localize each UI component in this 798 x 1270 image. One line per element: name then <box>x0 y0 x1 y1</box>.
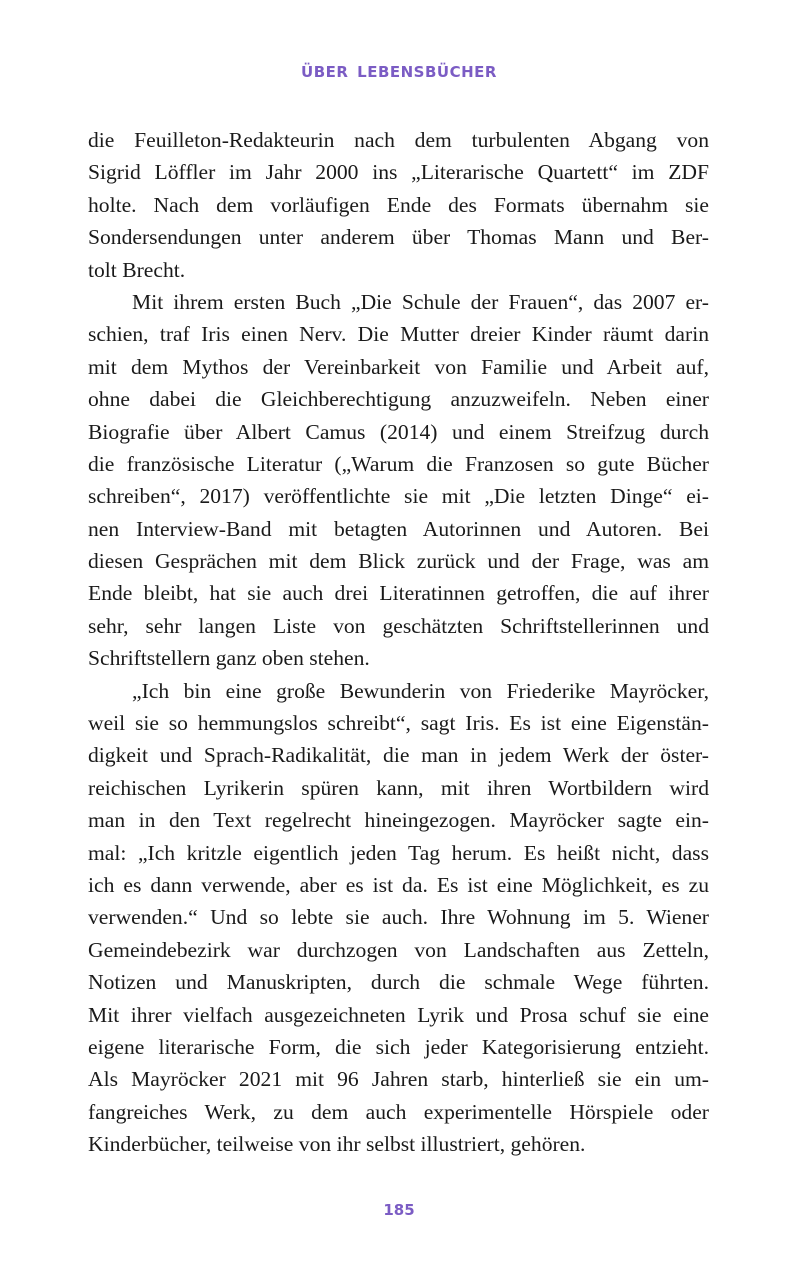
body-text <box>88 124 709 1161</box>
text-line: die französische Literatur („Warum die Franzosen so gute Bücher <box>88 451 709 476</box>
paragraph-1 <box>88 124 709 286</box>
text-line: Biografie über Albert Camus (2014) und einem Streifzug durch <box>88 419 709 444</box>
text-line: Gemeindebezirk war durchzogen von Landschaften aus Zetteln, <box>88 937 709 962</box>
text-line: mal: „Ich kritzle eigentlich jeden Tag herum. Es heißt nicht, dass <box>88 840 709 865</box>
text-line: schreiben“, 2017) veröffentlichte sie mit „Die letzten Dinge“ ei- <box>88 484 709 509</box>
text-line: weil sie so hemmungslos schreibt“, sagt Iris. Es ist eine Eigenstän- <box>88 711 709 736</box>
text-line: nen Interview-Band mit betagten Autorinnen und Autoren. Bei <box>88 516 709 541</box>
text-line: Notizen und Manuskripten, durch die schmale Wege führten. <box>88 970 709 995</box>
text-line: Kinderbücher, teilweise von ihr selbst illustriert, gehören. <box>88 1132 586 1157</box>
text-line: Mit ihrem ersten Buch „Die Schule der Frauen“, das 2007 er- <box>132 289 709 314</box>
paragraph-2 <box>88 286 709 675</box>
text-line: ich es dann verwende, aber es ist da. Es ist eine Möglichkeit, es zu <box>88 872 709 897</box>
page-number: 185 <box>383 1201 415 1219</box>
text-line: Sigrid Löffler im Jahr 2000 ins „Literarische Quartett“ im ZDF <box>88 160 709 185</box>
text-line: verwenden.“ Und so lebte sie auch. Ihre Wohnung im 5. Wiener <box>88 905 709 930</box>
text-line: „Ich bin eine große Bewunderin von Friederike Mayröcker, <box>132 678 709 703</box>
text-line: die Feuilleton-Redakteurin nach dem turbulenten Abgang von <box>88 128 709 152</box>
text-line: schien, traf Iris einen Nerv. Die Mutter dreier Kinder räumt darin <box>88 322 709 347</box>
text-line: man in den Text regelrecht hineingezogen. Mayröcker sagte ein- <box>88 808 709 833</box>
text-line: tolt Brecht. <box>88 257 186 282</box>
running-head: ÜBER LEBENSBÜCHER <box>301 63 497 81</box>
text-line: diesen Gesprächen mit dem Blick zurück und der Frage, was am <box>88 549 709 574</box>
text-line: sehr, sehr langen Liste von geschätzten Schriftstellerinnen und <box>88 613 709 638</box>
text-line: ohne dabei die Gleichberechtigung anzuzweifeln. Neben einer <box>88 387 709 412</box>
text-line: Mit ihrer vielfach ausgezeichneten Lyrik und Prosa schuf sie eine <box>88 1002 709 1027</box>
text-line: mit dem Mythos der Vereinbarkeit von Familie und Arbeit auf, <box>88 354 709 379</box>
paragraph-3 <box>88 675 709 1161</box>
text-line: fangreiches Werk, zu dem auch experimentelle Hörspiele oder <box>88 1099 709 1124</box>
text-line: Ende bleibt, hat sie auch drei Literatinnen getroffen, die auf ihrer <box>88 581 709 606</box>
text-line: Sondersendungen unter anderem über Thomas Mann und Ber- <box>88 225 709 250</box>
text-line: Als Mayröcker 2021 mit 96 Jahren starb, hinterließ sie ein um- <box>88 1067 709 1092</box>
text-line: reichischen Lyrikerin spüren kann, mit ihren Wortbildern wird <box>88 775 709 800</box>
text-line: Schriftstellern ganz oben stehen. <box>88 646 370 671</box>
text-line: holte. Nach dem vorläufigen Ende des Formats übernahm sie <box>88 192 709 217</box>
text-line: eigene literarische Form, die sich jeder Kategorisierung entzieht. <box>88 1034 709 1059</box>
text-line: digkeit und Sprach-Radikalität, die man in jedem Werk der öster- <box>88 743 709 768</box>
